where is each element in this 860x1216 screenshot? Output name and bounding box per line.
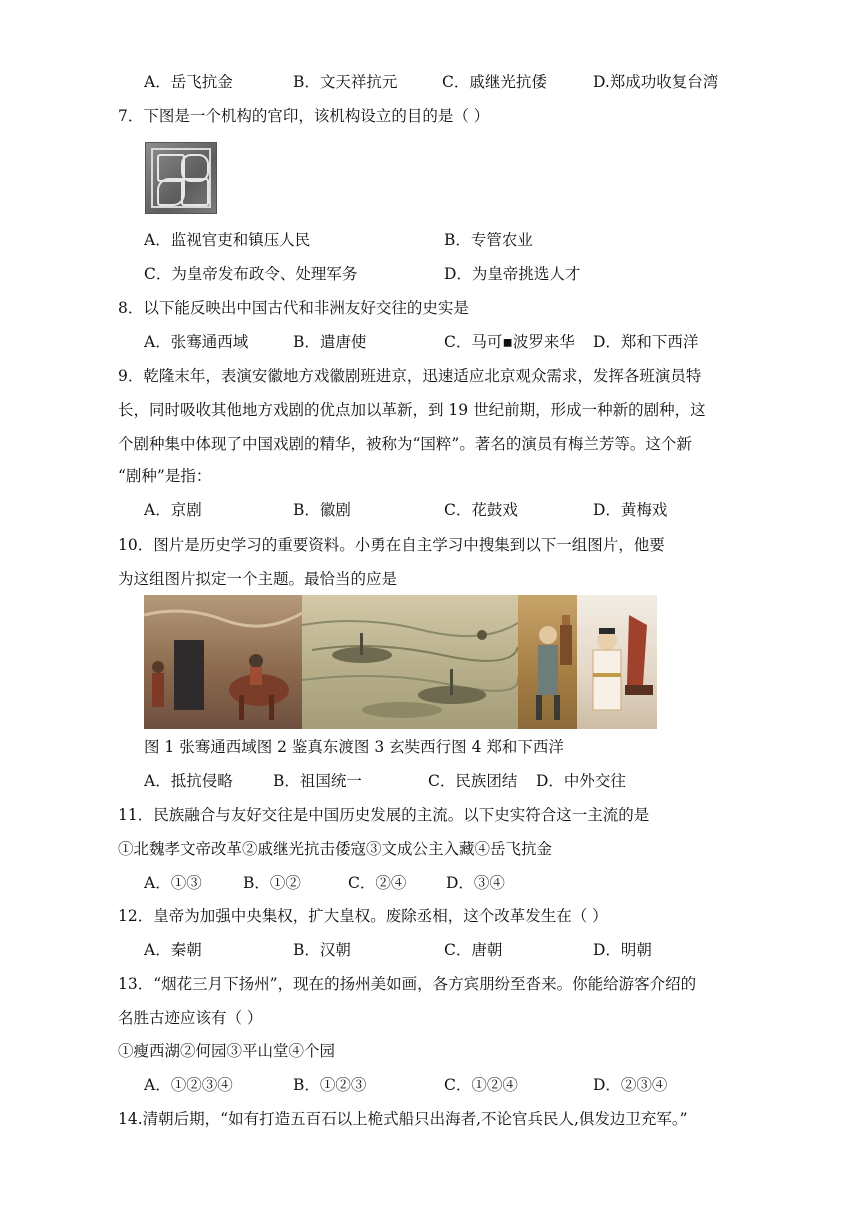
q9-option-d: D．黄梅戏	[593, 501, 668, 519]
q6-option-d: D.郑成功收复台湾	[593, 73, 719, 91]
q7-option-c: C．为皇帝发布政令、处理军务	[144, 265, 358, 283]
q13-items: ①瘦西湖②何园③平山堂④个园	[118, 1042, 336, 1060]
q13-option-c: C．①②④	[444, 1076, 518, 1094]
q7-option-a: A．监视官吏和镇压人民	[144, 231, 311, 249]
zhang-qian-mural-image	[144, 595, 302, 729]
q12-option-a: A．秦朝	[144, 941, 202, 959]
q7-option-b: B．专管农业	[444, 231, 533, 249]
q12-stem: 12．皇帝为加强中央集权，扩大皇权。废除丞相，这个改革发生在（ ）	[118, 907, 608, 925]
q11-option-d: D．③④	[446, 874, 505, 892]
q10-option-b: B．祖国统一	[273, 772, 362, 790]
q13-option-d: D．②③④	[593, 1076, 668, 1094]
q13-option-b: B．①②③	[293, 1076, 367, 1094]
q14-stem: 14.清朝后期，“如有打造五百石以上桅式船只出海者,不论官兵民人,俱发边卫充军。”	[118, 1110, 688, 1128]
q9-option-b: B．徽剧	[293, 501, 351, 519]
q6-option-b: B．文天祥抗元	[293, 73, 398, 91]
q7-option-d: D．为皇帝挑选人才	[444, 265, 581, 283]
official-seal-image	[145, 142, 217, 214]
q12-option-d: D．明朝	[593, 941, 652, 959]
xuanzang-journey-image	[518, 595, 577, 729]
q8-option-a: A．张骞通西域	[144, 333, 249, 351]
q8-option-c: C．马可▪波罗来华	[444, 333, 575, 351]
q10-option-d: D．中外交往	[536, 772, 626, 790]
q11-option-b: B．①②	[243, 874, 301, 892]
q10-stem-line-1: 10．图片是历史学习的重要资料。小勇在自主学习中搜集到以下一组图片，他要	[118, 536, 665, 554]
q9-option-c: C．花鼓戏	[444, 501, 518, 519]
q9-stem-line-2: 长，同时吸收其他地方戏剧的优点加以革新，到 19 世纪前期，形成一种新的剧种，这	[118, 401, 706, 419]
q12-option-c: C．唐朝	[444, 941, 503, 959]
q9-option-a: A．京剧	[144, 501, 202, 519]
q6-option-c: C．戚继光抗倭	[442, 73, 547, 91]
q13-stem-line-2: 名胜古迹应该有（ ）	[118, 1009, 263, 1027]
q7-stem: 7．下图是一个机构的官印，该机构设立的目的是（ ）	[118, 107, 490, 125]
q13-stem-line-1: 13．“烟花三月下扬州”，现在的扬州美如画，各方宾朋纷至沓来。你能给游客介绍的	[118, 975, 697, 993]
q10-stem-line-2: 为这组图片拟定一个主题。最恰当的应是	[118, 570, 398, 588]
q11-stem: 11．民族融合与友好交往是中国历史发展的主流。以下史实符合这一主流的是	[118, 806, 650, 824]
q11-option-a: A．①③	[144, 874, 202, 892]
q9-stem-line-3: 个剧种集中体现了中国戏剧的精华，被称为“国粹”。著名的演员有梅兰芳等。这个新	[118, 435, 692, 453]
zheng-he-voyage-image	[577, 595, 657, 729]
q12-option-b: B．汉朝	[293, 941, 351, 959]
q11-items: ①北魏孝文帝改革②戚继光抗击倭寇③文成公主入藏④岳飞抗金	[118, 840, 553, 858]
q10-option-a: A．抵抗侵略	[144, 772, 233, 790]
q11-option-c: C．②④	[348, 874, 407, 892]
q8-stem: 8．以下能反映出中国古代和非洲友好交往的史实是	[118, 299, 469, 317]
q8-option-b: B．遣唐使	[293, 333, 367, 351]
q8-option-d: D．郑和下西洋	[593, 333, 699, 351]
q10-image-caption: 图 1 张骞通西域图 2 鉴真东渡图 3 玄奘西行图 4 郑和下西洋	[144, 738, 564, 756]
q9-stem-line-4: “剧种”是指：	[118, 467, 212, 485]
history-image-strip	[144, 595, 657, 729]
jianzhen-voyage-image	[302, 595, 518, 729]
q6-option-a: A．岳飞抗金	[144, 73, 233, 91]
q13-option-a: A．①②③④	[144, 1076, 233, 1094]
q9-stem-line-1: 9．乾隆末年，表演安徽地方戏徽剧班进京，迅速适应北京观众需求，发挥各班演员特	[118, 367, 702, 385]
q10-option-c: C．民族团结	[428, 772, 518, 790]
